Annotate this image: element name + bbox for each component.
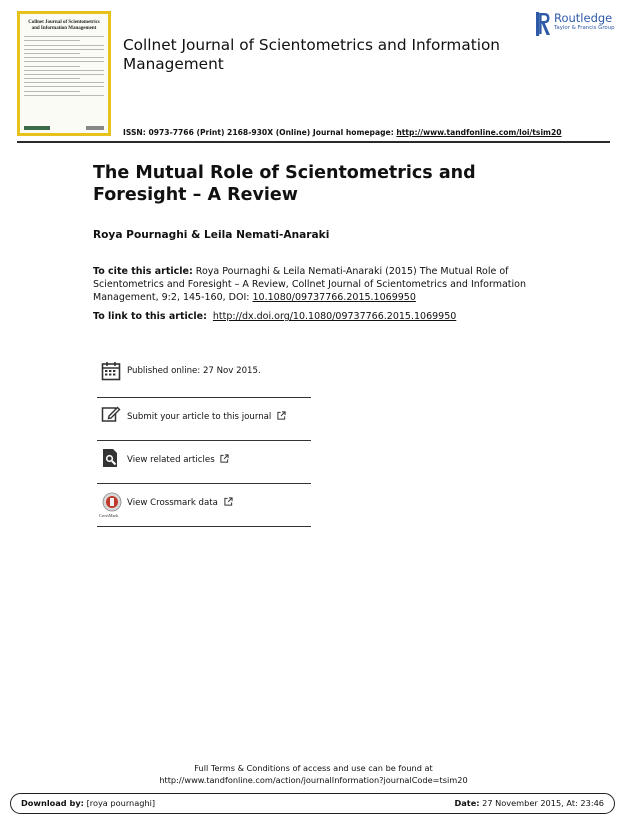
download-by <box>21 798 155 808</box>
terms-url-link[interactable]: http://www.tandfonline.com/action/journalInformation?journalCode=tsim20 <box>159 774 468 785</box>
link-to-article <box>93 311 456 322</box>
external-link-icon <box>224 497 233 506</box>
published-online-row <box>97 356 311 397</box>
cite-text: Roya Pournaghi & Leila Nemati-Anaraki (2015) The Mutual Role of Scientometrics and Foresight – A Review, Collnet Journal of Scientometrics and Information Management, 9:2, 145-160, DOI: <box>93 266 526 304</box>
citation-block <box>93 265 533 305</box>
journal-title[interactable]: Collnet Journal of Scientometrics and Information Management <box>123 36 500 73</box>
article-doi-link[interactable]: http://dx.doi.org/10.1080/09737766.2015.1069950 <box>212 311 457 322</box>
cite-label: To cite this article: <box>93 266 193 277</box>
calendar-icon <box>101 361 121 381</box>
routledge-logo[interactable] <box>536 12 616 38</box>
article-authors: Roya Pournaghi & Leila Nemati-Anaraki <box>93 229 330 241</box>
terms-line: Full Terms & Conditions of access and use can be found at <box>194 763 433 773</box>
cite-doi-link[interactable]: 10.1080/09737766.2015.1069950 <box>252 292 416 304</box>
date-value: 27 November 2015, At: 23:46 <box>479 798 604 808</box>
related-articles-link[interactable] <box>97 441 311 482</box>
external-link-icon <box>220 454 229 463</box>
terms-notice <box>80 763 547 786</box>
issn-text: ISSN: 0973-7766 (Print) 2168-930X (Online) Journal homepage: <box>123 128 397 137</box>
link-label: To link to this article: <box>93 311 207 322</box>
submit-article-label: Submit your article to this journal <box>127 412 272 422</box>
routledge-r-icon <box>536 12 551 36</box>
crossmark-caption: CrossMark <box>99 513 119 518</box>
crossmark-label: View Crossmark data <box>127 498 218 508</box>
header-divider <box>17 141 610 143</box>
submit-article-link[interactable] <box>97 398 311 439</box>
download-value: [roya pournaghi] <box>83 798 156 808</box>
crossmark-icon <box>101 492 123 514</box>
edit-pencil-icon <box>101 404 121 424</box>
article-title: The Mutual Role of Scientometrics and Foresight – A Review <box>93 163 476 205</box>
cover-page <box>20 14 108 133</box>
journal-cover-thumbnail <box>17 11 111 136</box>
related-articles-label: View related articles <box>127 455 215 465</box>
cover-title: Collnet Journal of Scientometrics and Information Management <box>28 20 100 31</box>
issn-line <box>123 128 562 137</box>
crossmark-logo <box>101 492 123 520</box>
document-search-icon <box>101 448 121 468</box>
download-label: Download by: <box>21 798 84 808</box>
crossmark-link[interactable] <box>97 484 311 525</box>
external-link-icon <box>277 411 286 420</box>
action-divider <box>97 526 311 527</box>
download-date <box>454 798 604 808</box>
journal-homepage-link[interactable]: http://www.tandfonline.com/loi/tsim20 <box>396 128 562 137</box>
published-date: Published online: 27 Nov 2015. <box>127 366 261 376</box>
publisher-subtitle: Taylor & Francis Group <box>554 25 615 31</box>
download-info-bar <box>10 793 615 814</box>
cover-contents-lines <box>24 36 104 96</box>
date-label: Date: <box>454 798 480 808</box>
cover-footer-logos <box>24 125 104 130</box>
publisher-name: Routledge <box>554 11 613 25</box>
